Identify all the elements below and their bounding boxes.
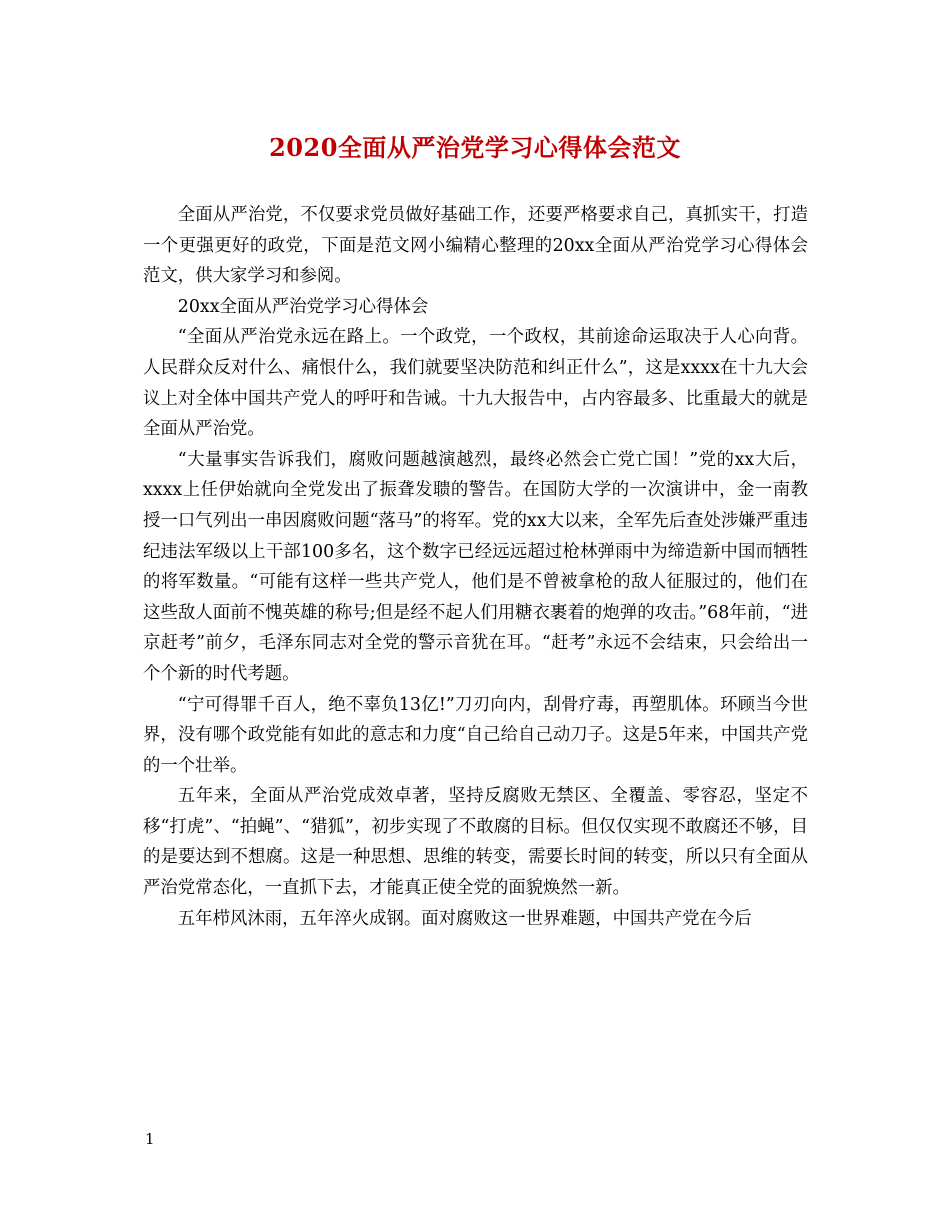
- document-title: 2020全面从严治党学习心得体会范文: [269, 133, 681, 162]
- page-number: 1: [145, 1130, 155, 1148]
- paragraph-quote-1: “全面从严治党永远在路上。一个政党，一个政权，其前途命运取决于人心向背。人民群众反对什么、痛恨什么，我们就要坚决防范和纠正什么”，这是xxxx在十九大会议上对全体中国共产党人的呼吁和告诫。十九大报告中，占内容最多、比重最大的就是全面从严治党。: [143, 327, 808, 440]
- paragraph-quote-3: “宁可得罪千百人，绝不辜负13亿!”刀刃向内，刮骨疗毒，再塑肌体。环顾当今世界，没有哪个政党能有如此的意志和力度“自己给自己动刀子。这是5年来，中国共产党的一个壮举。: [143, 694, 808, 776]
- paragraph-quote-2: “大量事实告诉我们，腐败问题越演越烈，最终必然会亡党亡国！”党的xx大后，xxxx上任伊始就向全党发出了振聋发聩的警告。在国防大学的一次演讲中，金一南教授一口气列出一串因腐败问题“落马”的将军。党的xx大以来，全军先后查处涉嫌严重违纪违法军级以上干部100多名，这个数字已经远远超过枪林弹雨中为缔造新中国而牺牲的将军数量。“可能有这样一些共产党人，他们是不曾被拿枪的敌人征服过的，他们在这些敌人面前不愧英雄的称号;但是经不起人们用糖衣裹着的炮弹的攻击。”68年前，“进京赶考”前夕，毛泽东同志对全党的警示音犹在耳。“赶考”永远不会结束，只会给出一个个新的时代考题。: [143, 449, 808, 684]
- paragraph-intro: 全面从严治党，不仅要求党员做好基础工作，还要严格要求自己，真抓实干，打造一个更强更好的政党，下面是范文网小编精心整理的20xx全面从严治党学习心得体会范文，供大家学习和参阅。: [143, 205, 808, 287]
- paragraph-closing: 五年栉风沐雨，五年淬火成钢。面对腐败这一世界难题，中国共产党在今后: [177, 908, 752, 929]
- paragraph-subtitle: 20xx全面从严治党学习心得体会: [177, 296, 429, 317]
- paragraph-five-years: 五年来，全面从严治党成效卓著，坚持反腐败无禁区、全覆盖、零容忍，坚定不移“打虎”、“拍蝇”、“猎狐”，初步实现了不敢腐的目标。但仅仅实现不敢腐还不够，目的是要达到不想腐。这是一种思想、思维的转变，需要长时间的转变，所以只有全面从严治党常态化，一直抓下去，才能真正使全党的面貌焕然一新。: [143, 786, 808, 899]
- document-body: [143, 200, 808, 934]
